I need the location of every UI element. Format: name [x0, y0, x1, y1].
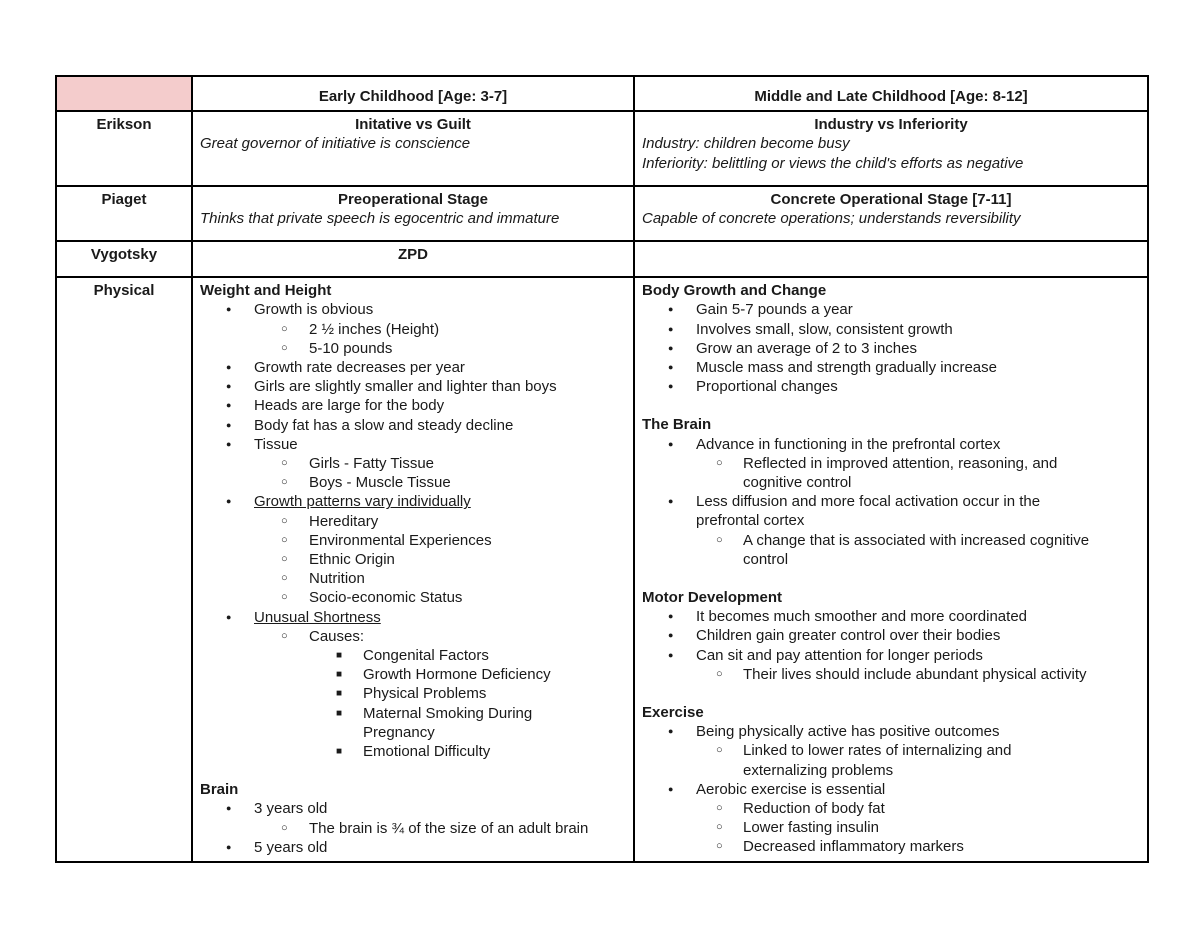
section-title-body-growth: Body Growth and Change [642, 282, 827, 300]
list-item-text: externalizing problems [743, 761, 894, 779]
list-item: ○ Girls - Fatty Tissue [200, 454, 626, 473]
section-title-exercise: Exercise [642, 704, 704, 722]
list-item: ● It becomes much smoother and more coordinated [642, 607, 1140, 626]
row-label-piaget: Piaget [56, 186, 192, 241]
list-item: ● Grow an average of 2 to 3 inches [642, 339, 1140, 358]
section-title-brain: Brain [200, 781, 239, 799]
list-item: ● Children gain greater control over their bodies [642, 626, 1140, 645]
erikson-middle-desc-industry: Industry: children become busy [642, 135, 850, 153]
list-item: ● Advance in functioning in the prefrontal cortex [642, 435, 1140, 454]
list-item: ○ Socio-economic Status [200, 588, 626, 607]
list-item [642, 454, 1140, 492]
list-item: ● Unusual Shortness [200, 608, 626, 627]
piaget-early-cell [192, 186, 634, 241]
erikson-early-desc: Great governor of initiative is conscience [200, 135, 471, 153]
list-item: ● Can sit and pay attention for longer periods [642, 646, 1140, 665]
piaget-middle-cell [634, 186, 1148, 241]
piaget-middle-desc: Capable of concrete operations; understands reversibility [642, 210, 1021, 228]
list-item-text: Maternal Smoking During [363, 704, 533, 722]
physical-row [56, 277, 1148, 862]
header-row [56, 76, 1148, 111]
list-item [642, 492, 1140, 530]
list-item-text: Reflected in improved attention, reasoning, and [743, 454, 1058, 472]
vygotsky-early-title: ZPD [398, 246, 428, 264]
erikson-row [56, 111, 1148, 186]
list-item: ○ 2 ½ inches (Height) [200, 320, 626, 339]
list-item: ○ Their lives should include abundant physical activity [642, 665, 1140, 684]
list-item: ● Girls are slightly smaller and lighter than boys [200, 377, 626, 396]
vygotsky-early-cell [192, 241, 634, 277]
section-title-motor-development: Motor Development [642, 589, 783, 607]
list-item: ○ Ethnic Origin [200, 550, 626, 569]
section-title-weight-height: Weight and Height [200, 282, 332, 300]
development-table [55, 75, 1149, 863]
piaget-early-title: Preoperational Stage [337, 191, 489, 209]
list-item: ○ Nutrition [200, 569, 626, 588]
spacer [642, 396, 1140, 415]
spacer [200, 761, 626, 780]
erikson-middle-cell [634, 111, 1148, 186]
erikson-middle-desc-inferiority: Inferiority: belittling or views the child's efforts as negative [642, 154, 1024, 172]
list-item: ● Growth patterns vary individually [200, 492, 626, 511]
list-item-text: cognitive control [743, 474, 852, 492]
list-item: ● Gain 5-7 pounds a year [642, 300, 1140, 319]
list-item [642, 531, 1140, 569]
list-item: ○ Lower fasting insulin [642, 818, 1140, 837]
list-item: ● Being physically active has positive outcomes [642, 722, 1140, 741]
list-item-text: A change that is associated with increased cognitive [743, 531, 1090, 549]
piaget-early-desc: Thinks that private speech is egocentric and immature [200, 210, 560, 228]
list-item: ● Involves small, slow, consistent growth [642, 320, 1140, 339]
list-item: ● Growth is obvious [200, 300, 626, 319]
piaget-middle-title: Concrete Operational Stage [7-11] [770, 191, 1012, 209]
list-item: ○ Causes: [200, 627, 626, 646]
header-early-childhood: Early Childhood [Age: 3-7] [192, 76, 634, 111]
list-item: ■ Congenital Factors [200, 646, 626, 665]
list-item [200, 704, 626, 742]
list-item: ● 5 years old [200, 838, 626, 857]
list-item: ○ The brain is ¾ of the size of an adult brain [200, 819, 626, 838]
physical-early-cell [192, 277, 634, 862]
erikson-early-cell [192, 111, 634, 186]
erikson-middle-title: Industry vs Inferiority [814, 116, 968, 134]
list-item: ● Proportional changes [642, 377, 1140, 396]
list-item-text: Less diffusion and more focal activation occur in the [696, 493, 1041, 511]
row-label-vygotsky: Vygotsky [56, 241, 192, 277]
vygotsky-row [56, 241, 1148, 277]
row-label-erikson: Erikson [56, 111, 192, 186]
list-item: ○ 5-10 pounds [200, 339, 626, 358]
list-item: ● Body fat has a slow and steady decline [200, 416, 626, 435]
corner-cell [56, 76, 192, 111]
list-item: ○ Hereditary [200, 512, 626, 531]
row-label-physical: Physical [56, 277, 192, 862]
list-item: ○ Boys - Muscle Tissue [200, 473, 626, 492]
list-item: ● Tissue [200, 435, 626, 454]
erikson-early-title: Initative vs Guilt [355, 116, 471, 134]
list-item: ● Muscle mass and strength gradually increase [642, 358, 1140, 377]
vygotsky-middle-cell [634, 241, 1148, 277]
list-item: ○ Decreased inflammatory markers [642, 837, 1140, 856]
spacer [642, 684, 1140, 703]
physical-middle-cell [634, 277, 1148, 862]
list-item-text: Linked to lower rates of internalizing and [743, 742, 1012, 760]
list-item: ■ Physical Problems [200, 684, 626, 703]
spacer [642, 569, 1140, 588]
list-item: ■ Emotional Difficulty [200, 742, 626, 761]
list-item-text: control [743, 550, 789, 568]
list-item: ● Growth rate decreases per year [200, 358, 626, 377]
list-item-text: prefrontal cortex [696, 512, 805, 530]
section-title-the-brain: The Brain [642, 416, 712, 434]
list-item: ■ Growth Hormone Deficiency [200, 665, 626, 684]
list-item-text: Pregnancy [363, 723, 435, 741]
piaget-row [56, 186, 1148, 241]
list-item: ○ Reduction of body fat [642, 799, 1140, 818]
list-item: ○ Environmental Experiences [200, 531, 626, 550]
list-item: ● Heads are large for the body [200, 396, 626, 415]
list-item: ● Aerobic exercise is essential [642, 780, 1140, 799]
list-item [642, 741, 1140, 779]
header-middle-late-childhood: Middle and Late Childhood [Age: 8-12] [634, 76, 1148, 111]
list-item: ● 3 years old [200, 799, 626, 818]
